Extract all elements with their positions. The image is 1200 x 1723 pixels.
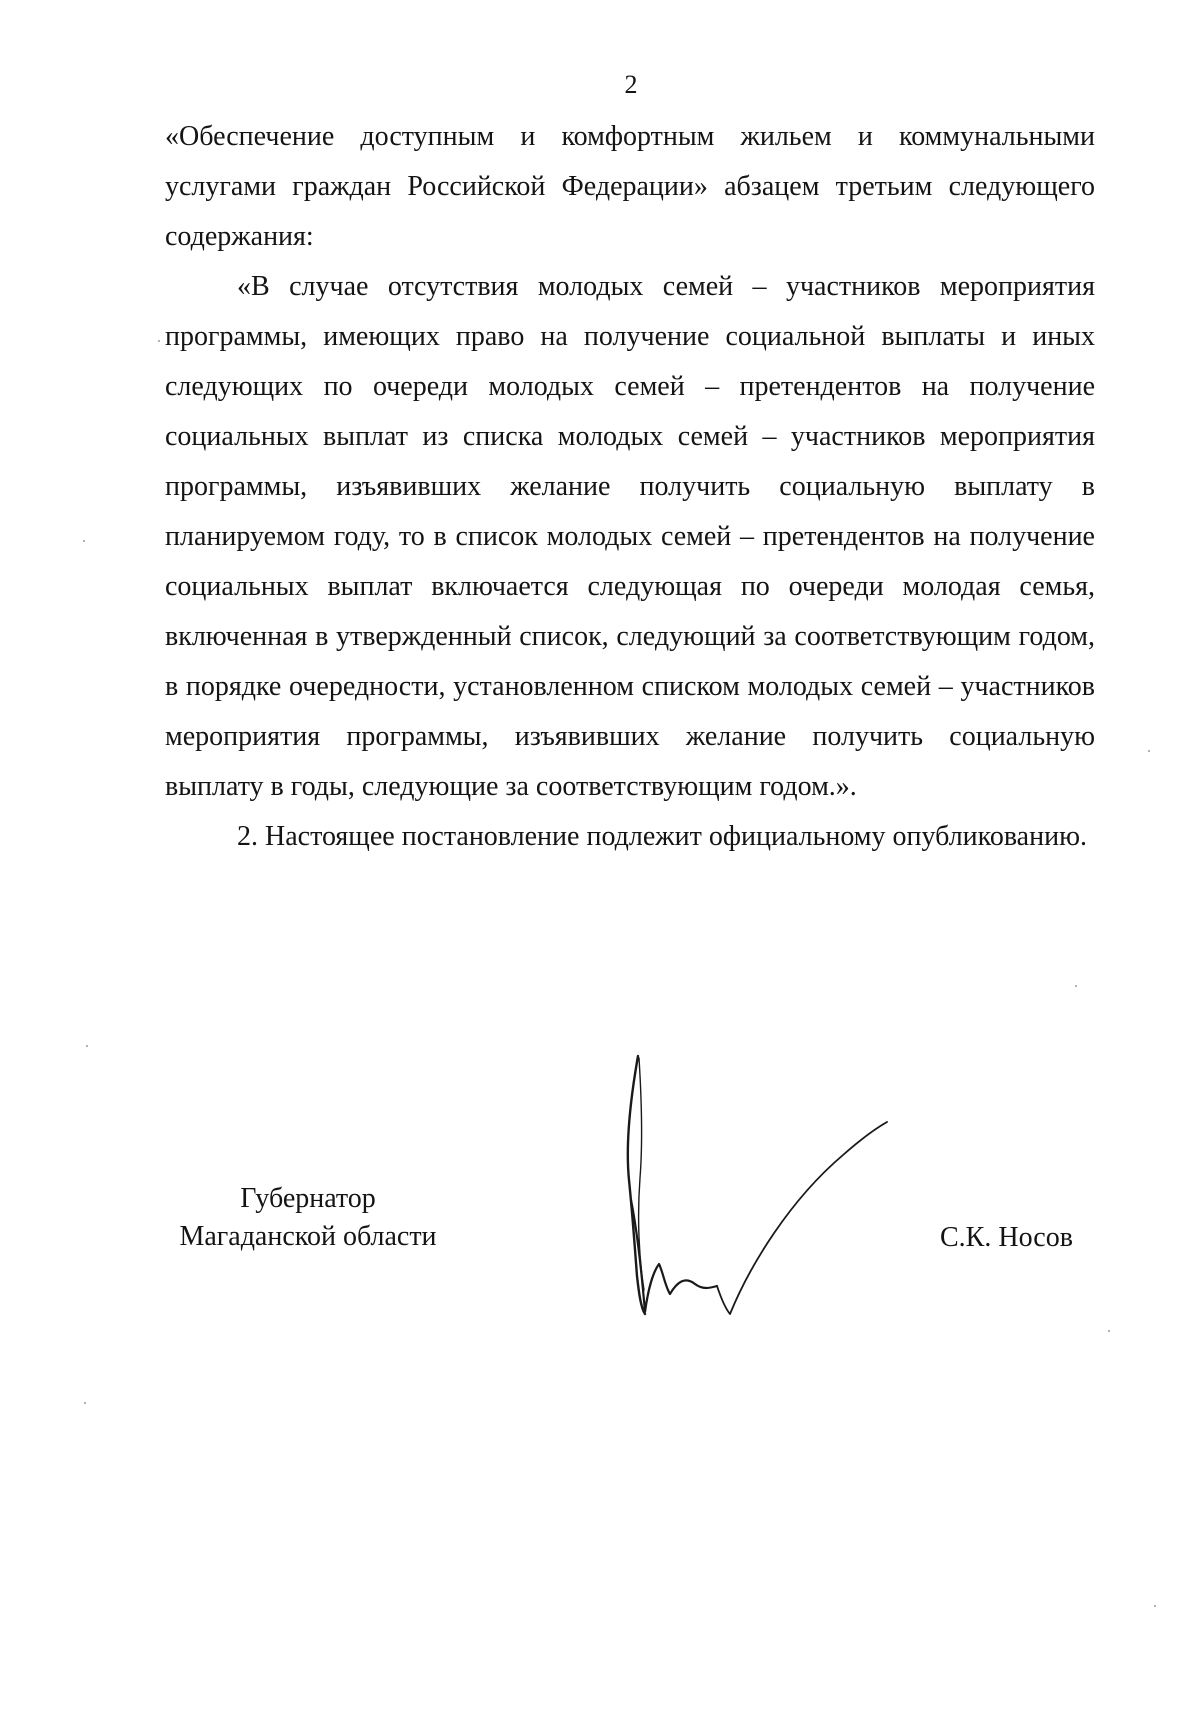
paragraph-publication: 2. Настоящее постановление подлежит официальному опубликованию.	[237, 821, 1087, 852]
signatory-position	[163, 1180, 453, 1256]
scan-speck	[1108, 1330, 1110, 1332]
scan-speck	[1148, 750, 1150, 752]
scan-speck	[1075, 985, 1077, 987]
scan-speck	[83, 540, 85, 542]
scan-speck	[1154, 1605, 1156, 1607]
signatory-position-line2: Магаданской области	[179, 1221, 437, 1252]
page-number: 2	[624, 70, 638, 99]
handwritten-signature	[615, 1050, 895, 1320]
paragraph-quoted-amendment: «В случае отсутствия молодых семей – участников мероприятия программы, имеющих право на получение социальной выплаты и иных следующих по очереди молодых семей – претендентов на получение социальных выплат из списка молодых семей – участников мероприятия программы, изъявивших желание получить социальную выплату в планируемом году, то в список молодых семей – претендентов на получение социальных выплат включается следующая по очереди молодая семья, включенная в утвержденный список, следующий за соответствующим годом, в порядке очередности, установленном списком молодых семей – участников мероприятия программы, изъявивших желание получить социальную выплату в годы, следующие за соответствующим годом.».	[165, 271, 1095, 802]
scan-speck	[86, 1045, 88, 1047]
scan-speck	[84, 1402, 86, 1404]
signatory-name: С.К. Носов	[940, 1222, 1073, 1253]
scan-speck	[158, 340, 160, 342]
signatory-position-line1: Губернатор	[240, 1183, 376, 1214]
paragraph-intro: «Обеспечение доступным и комфортным жильем и коммунальными услугами граждан Российской Федерации» абзацем третьим следующего содержания:	[165, 121, 1095, 252]
